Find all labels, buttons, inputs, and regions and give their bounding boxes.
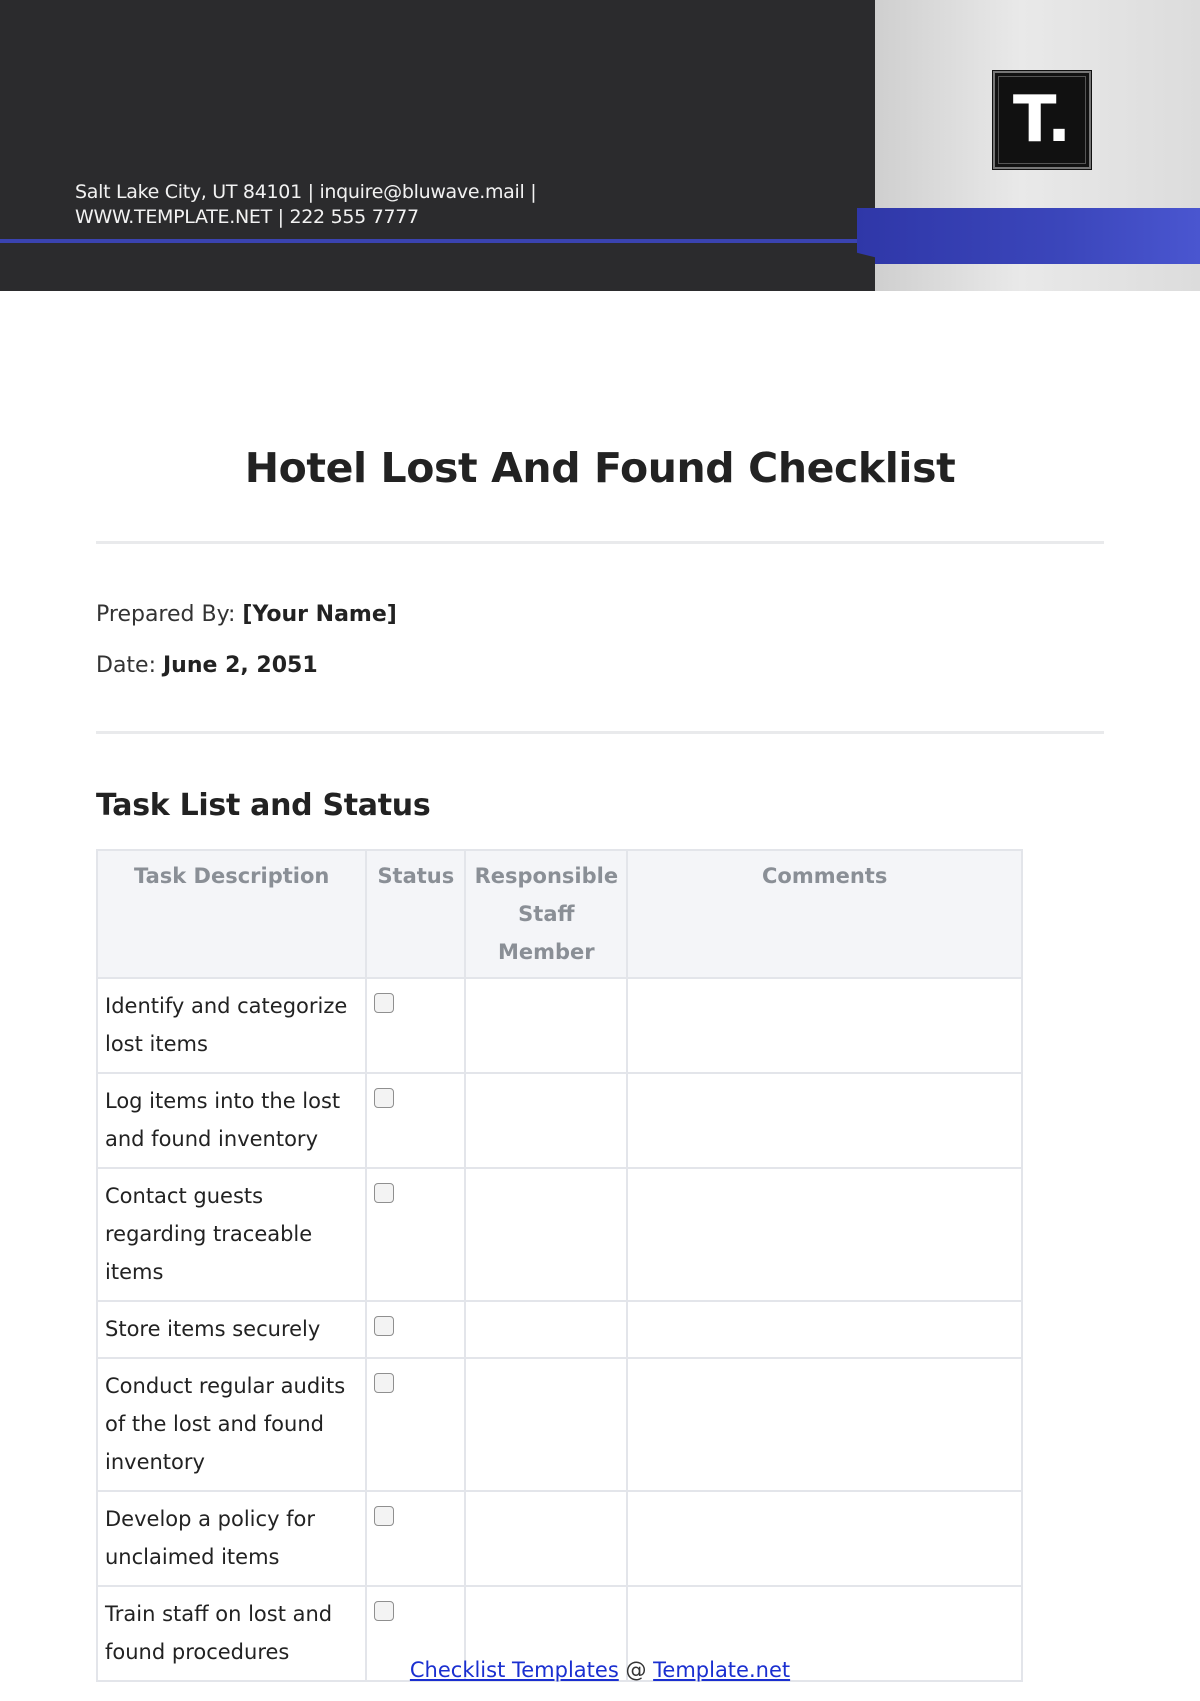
table-header-row: [97, 850, 1022, 978]
comments-cell[interactable]: [627, 1491, 1022, 1586]
company-contact: [75, 180, 536, 230]
task-description-cell: Train staff on lost and found procedures: [97, 1586, 366, 1681]
table-row: [97, 978, 1022, 1073]
status-cell: [366, 1073, 465, 1168]
header-accent-band: [857, 208, 1200, 264]
comments-cell[interactable]: [627, 1301, 1022, 1358]
responsible-staff-cell[interactable]: [465, 1301, 627, 1358]
status-checkbox[interactable]: [374, 1601, 394, 1621]
divider-top: [96, 541, 1104, 544]
status-checkbox[interactable]: [374, 1183, 394, 1203]
status-cell: [366, 978, 465, 1073]
date-value: June 2, 2051: [163, 653, 318, 678]
date-label: Date:: [96, 653, 156, 678]
logo-text: T.: [1012, 83, 1072, 157]
page-footer: [0, 1658, 1200, 1682]
task-description-cell: Develop a policy for unclaimed items: [97, 1491, 366, 1586]
divider-bottom: [96, 731, 1104, 734]
status-cell: [366, 1301, 465, 1358]
header-status: Status: [366, 850, 465, 978]
footer-link-template-net[interactable]: Template.net: [653, 1658, 791, 1682]
task-table: [96, 849, 1023, 1682]
table-row: [97, 1358, 1022, 1491]
template-logo: [993, 71, 1091, 169]
status-checkbox[interactable]: [374, 1316, 394, 1336]
status-cell: [366, 1491, 465, 1586]
responsible-staff-cell[interactable]: [465, 978, 627, 1073]
table-row: [97, 1491, 1022, 1586]
comments-cell[interactable]: [627, 1073, 1022, 1168]
responsible-staff-cell[interactable]: [465, 1491, 627, 1586]
table-row: [97, 1168, 1022, 1301]
comments-cell[interactable]: [627, 1358, 1022, 1491]
task-description-cell: Log items into the lost and found inventory: [97, 1073, 366, 1168]
header-comments: Comments: [627, 850, 1022, 978]
status-checkbox[interactable]: [374, 993, 394, 1013]
comments-cell[interactable]: [627, 1168, 1022, 1301]
task-description-cell: Identify and categorize lost items: [97, 978, 366, 1073]
header-task-description: Task Description: [97, 850, 366, 978]
responsible-staff-cell[interactable]: [465, 1073, 627, 1168]
status-checkbox[interactable]: [374, 1373, 394, 1393]
prepared-by: [96, 602, 397, 627]
status-cell: [366, 1358, 465, 1491]
task-description-cell: Contact guests regarding traceable items: [97, 1168, 366, 1301]
footer-link-checklist-templates[interactable]: Checklist Templates: [409, 1658, 619, 1682]
contact-line-1: Salt Lake City, UT 84101 | inquire@bluwave.mail |: [75, 181, 537, 203]
task-description-cell: Conduct regular audits of the lost and found inventory: [97, 1358, 366, 1491]
header-responsible-staff: Responsible Staff Member: [465, 850, 627, 978]
table-row: [97, 1073, 1022, 1168]
comments-cell[interactable]: [627, 978, 1022, 1073]
status-checkbox[interactable]: [374, 1506, 394, 1526]
responsible-staff-cell[interactable]: [465, 1358, 627, 1491]
task-table-body: [97, 978, 1022, 1681]
status-cell: [366, 1168, 465, 1301]
header-accent-rule: [0, 239, 862, 243]
page-header: [0, 0, 1200, 291]
document-title: Hotel Lost And Found Checklist: [244, 444, 956, 492]
footer-separator: @: [625, 1658, 647, 1682]
task-description-cell: Store items securely: [97, 1301, 366, 1358]
section-title: Task List and Status: [96, 788, 431, 823]
document-date: [96, 653, 318, 678]
table-row: [97, 1301, 1022, 1358]
contact-line-2: WWW.TEMPLATE.NET | 222 555 7777: [75, 206, 419, 228]
status-checkbox[interactable]: [374, 1088, 394, 1108]
prepared-by-label: Prepared By:: [96, 602, 236, 627]
header-dark-panel: [0, 0, 875, 291]
prepared-by-value: [Your Name]: [242, 602, 397, 627]
responsible-staff-cell[interactable]: [465, 1168, 627, 1301]
